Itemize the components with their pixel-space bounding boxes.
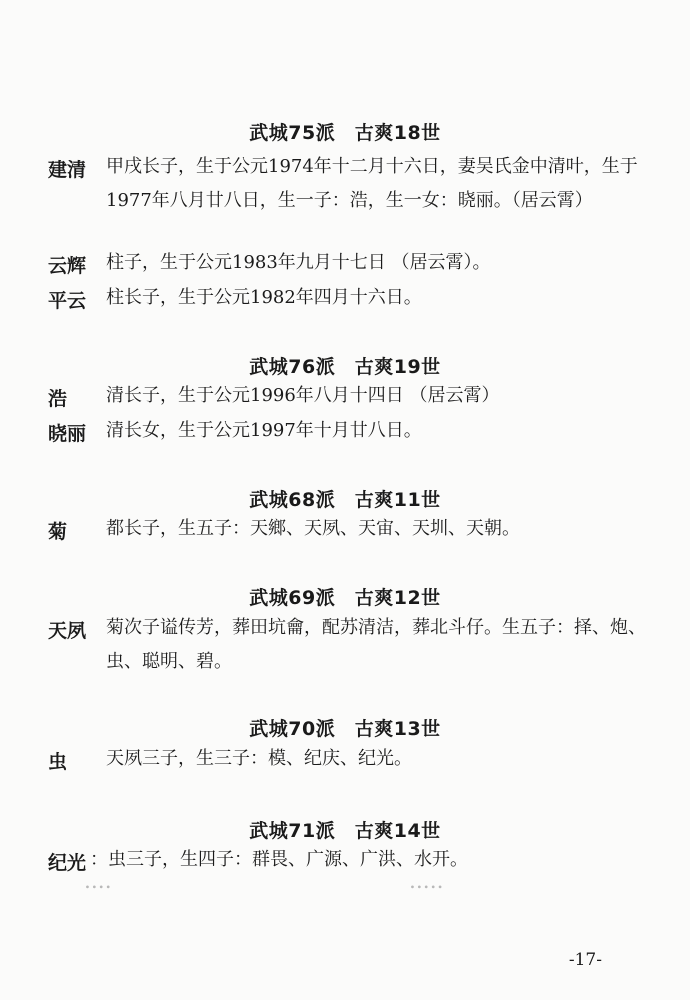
generation-heading: 武城75派 古爽18世 bbox=[249, 122, 441, 144]
generation-heading: 武城69派 古爽12世 bbox=[249, 587, 441, 609]
person-description: ：虫三子，生四子：群畏、广源、广洪、水开。 bbox=[90, 849, 468, 870]
genealogy-entry bbox=[48, 150, 648, 252]
page-number: -17- bbox=[568, 950, 602, 970]
person-name: 虫 bbox=[48, 751, 68, 773]
person-name: 浩 bbox=[48, 388, 68, 410]
genealogy-entry bbox=[48, 611, 648, 679]
genealogy-entry bbox=[48, 281, 648, 315]
person-description: 天夙三子，生三子：模、纪庆、纪光。 bbox=[106, 748, 412, 769]
scan-noise: ∙∙∙∙∙ bbox=[410, 882, 445, 893]
genealogy-entry bbox=[48, 742, 648, 776]
generation-heading: 武城68派 古爽11世 bbox=[249, 489, 441, 511]
scan-noise: ∙∙∙∙ bbox=[85, 882, 113, 893]
person-name: 平云 bbox=[48, 290, 87, 312]
generation-heading: 武城71派 古爽14世 bbox=[249, 820, 441, 842]
genealogy-entry bbox=[48, 512, 648, 546]
person-name: 菊 bbox=[48, 521, 68, 543]
person-name: 晓丽 bbox=[48, 423, 87, 445]
person-description: 甲戌长子，生于公元1974年十二月十六日，妻吴氏金中清叶，生于1977年八月廿八日，生一子：浩，生一女：晓丽。（居云霄） bbox=[106, 156, 638, 211]
person-description: 柱子，生于公元1983年九月十七日 （居云霄）。 bbox=[106, 252, 491, 273]
person-name: 纪光 bbox=[48, 852, 87, 874]
person-name: 天夙 bbox=[48, 620, 87, 642]
person-description: 清长女，生于公元1997年十月廿八日。 bbox=[106, 420, 422, 441]
person-description: 都长子，生五子：天鄉、天夙、天宙、天圳、天朝。 bbox=[106, 518, 520, 539]
genealogy-entry bbox=[48, 246, 648, 280]
genealogy-entry bbox=[48, 379, 648, 413]
genealogy-entry bbox=[48, 414, 648, 448]
person-name: 云辉 bbox=[48, 255, 87, 277]
person-description: 清长子，生于公元1996年八月十四日 （居云霄） bbox=[106, 385, 500, 406]
generation-heading: 武城70派 古爽13世 bbox=[249, 718, 441, 740]
person-name: 建清 bbox=[48, 159, 87, 181]
person-description: 柱长子，生于公元1982年四月十六日。 bbox=[106, 287, 422, 308]
person-description: 菊次子谥传芳，葬田坑龠，配苏清洁，葬北斗仔。生五子：择、炮、虫、聪明、碧。 bbox=[106, 617, 646, 672]
generation-heading: 武城76派 古爽19世 bbox=[249, 356, 441, 378]
genealogy-entry bbox=[48, 843, 648, 877]
